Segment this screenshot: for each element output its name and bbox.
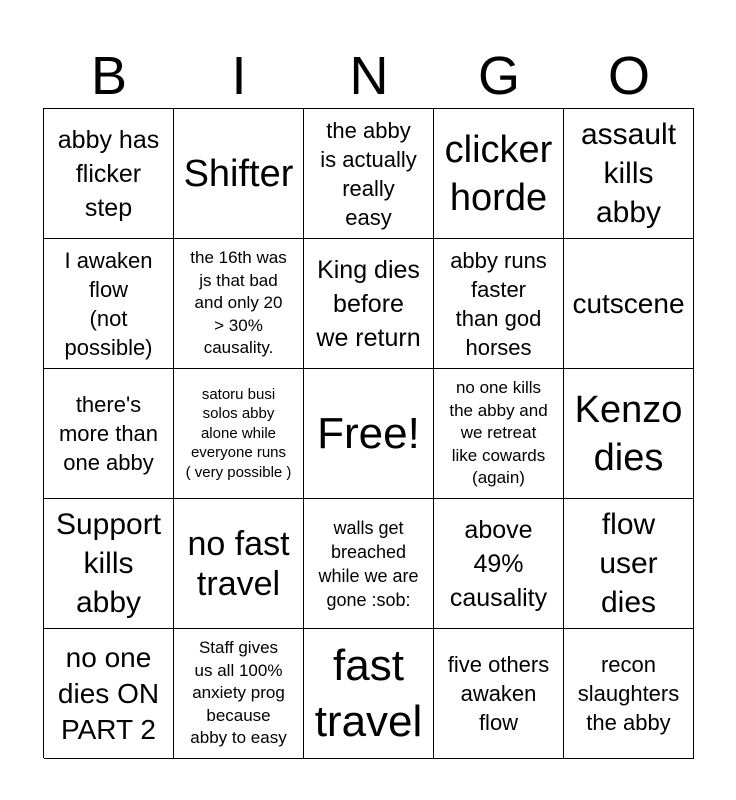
header-letter-g: G xyxy=(477,46,520,106)
cell-text: abby has flicker step xyxy=(57,125,160,222)
cell-text: assault kills abby xyxy=(580,118,677,229)
cell-text: no one kills the abby and we retreat like cowards (again) xyxy=(449,378,548,488)
bingo-cell[interactable] xyxy=(174,109,304,239)
bingo-cell[interactable] xyxy=(174,369,304,499)
cell-text: Shifter xyxy=(183,152,294,195)
header-letter-i: I xyxy=(231,46,247,106)
cell-text: recon slaughters the abby xyxy=(577,652,680,735)
bingo-cell[interactable] xyxy=(434,239,564,369)
cell-text: Staff gives us all 100% anxiety prog because abby to easy xyxy=(190,638,287,748)
header-letter-b: B xyxy=(90,46,128,106)
cell-text: flow user dies xyxy=(599,508,658,619)
cell-text: the abby is actually really easy xyxy=(320,117,417,230)
cell-text: fast travel xyxy=(314,640,423,746)
cell-text: I awaken flow (not possible) xyxy=(64,247,153,360)
header-letter-o: O xyxy=(607,46,650,106)
bingo-cell[interactable] xyxy=(434,629,564,759)
bingo-cell[interactable] xyxy=(174,629,304,759)
bingo-cell[interactable] xyxy=(174,239,304,369)
free-space-text: Free! xyxy=(317,408,420,458)
cell-text: the 16th was js that bad and only 20 > 30% causality. xyxy=(190,248,287,358)
cell-text: King dies before we return xyxy=(316,255,421,352)
bingo-cell[interactable] xyxy=(564,499,694,629)
bingo-cell[interactable] xyxy=(174,499,304,629)
bingo-cell[interactable] xyxy=(564,369,694,499)
cell-text: Kenzo dies xyxy=(574,388,683,479)
cell-text: above 49% causality xyxy=(449,515,548,612)
free-space-cell[interactable] xyxy=(304,369,434,499)
bingo-cell[interactable] xyxy=(44,239,174,369)
bingo-cell[interactable] xyxy=(564,109,694,239)
bingo-grid xyxy=(43,108,694,758)
bingo-cell[interactable] xyxy=(44,499,174,629)
cell-text: walls get breached while we are gone :sob: xyxy=(318,517,419,610)
cell-text: there's more than one abby xyxy=(58,392,159,475)
cell-text: Support kills abby xyxy=(55,508,162,619)
cell-text: clicker horde xyxy=(444,128,553,219)
bingo-cell[interactable] xyxy=(434,109,564,239)
bingo-cell[interactable] xyxy=(44,109,174,239)
cell-text: no fast travel xyxy=(187,524,290,603)
bingo-cell[interactable] xyxy=(304,109,434,239)
bingo-cell[interactable] xyxy=(304,499,434,629)
bingo-cell[interactable] xyxy=(44,369,174,499)
bingo-cell[interactable] xyxy=(434,369,564,499)
cell-text: satoru busi solos abby alone while everyone runs ( very possible ) xyxy=(185,385,292,481)
bingo-cell[interactable] xyxy=(44,629,174,759)
cell-text: cutscene xyxy=(572,287,685,319)
bingo-header xyxy=(44,44,694,108)
bingo-cell[interactable] xyxy=(434,499,564,629)
cell-text: no one dies ON PART 2 xyxy=(57,641,160,745)
cell-text: five others awaken flow xyxy=(447,652,550,735)
bingo-cell[interactable] xyxy=(564,239,694,369)
header-letter-n: N xyxy=(349,46,389,106)
bingo-cell[interactable] xyxy=(564,629,694,759)
bingo-cell[interactable] xyxy=(304,239,434,369)
bingo-cell[interactable] xyxy=(304,629,434,759)
cell-text: abby runs faster than god horses xyxy=(450,247,547,360)
